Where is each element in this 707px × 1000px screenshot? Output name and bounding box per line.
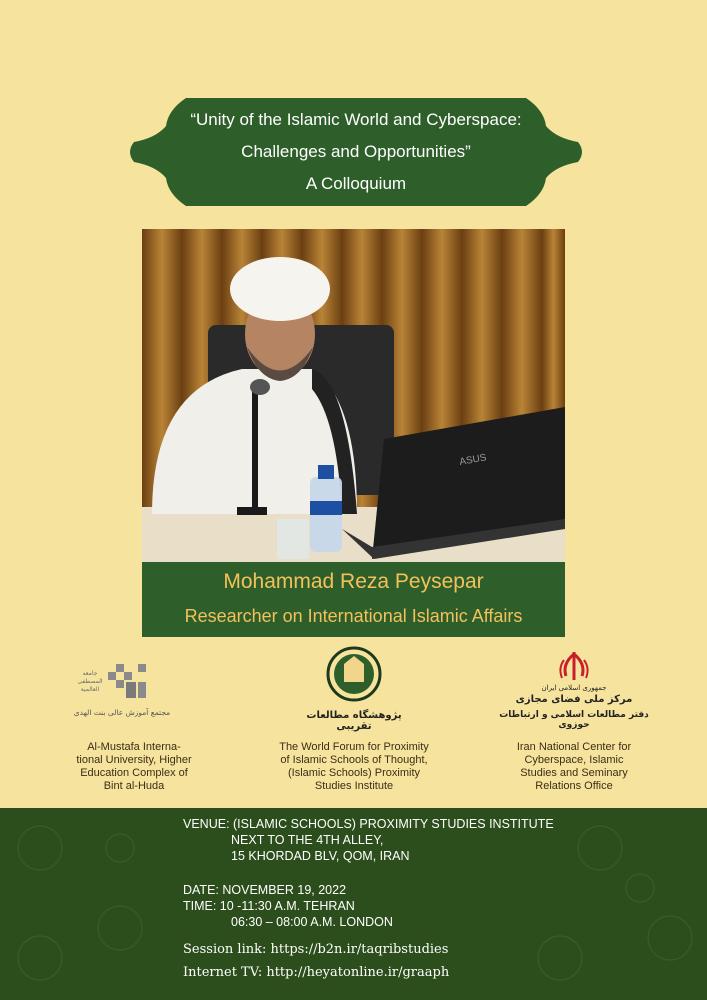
event-time-tehran: TIME: 10 -11:30 A.M. TEHRAN bbox=[183, 899, 355, 913]
org-name-proximity-institute bbox=[265, 741, 443, 793]
internet-tv-link[interactable]: Internet TV: http://heyatonline.ir/graaph bbox=[183, 965, 450, 980]
org-name-cyberspace-center bbox=[500, 741, 648, 793]
cyberspace-logo-line3: دفتر مطالعات اسلامی و ارتباطات حوزوی bbox=[499, 710, 649, 730]
session-link[interactable]: Session link: https://b2n.ir/taqribstudies bbox=[183, 942, 449, 957]
venue-info bbox=[183, 816, 554, 864]
org-name-al-mustafa bbox=[72, 741, 196, 793]
event-title bbox=[126, 104, 586, 200]
links-info bbox=[183, 938, 449, 984]
speaker-role: Researcher on International Islamic Affairs bbox=[184, 606, 523, 626]
org-name-line: The World Forum for Proximity bbox=[279, 741, 429, 753]
al-mustafa-logo-text: جامعه المصطفى العالمية bbox=[77, 670, 103, 693]
org-name-line: Studies and Seminary bbox=[520, 767, 628, 779]
title-line-1: “Unity of the Islamic World and Cyberspace: bbox=[190, 110, 522, 129]
speaker-photo bbox=[142, 229, 565, 562]
proximity-institute-logo bbox=[308, 646, 400, 736]
proximity-emblem-icon bbox=[308, 646, 400, 708]
org-name-line: Relations Office bbox=[535, 780, 613, 792]
org-name-line: tional University, Higher bbox=[76, 754, 192, 766]
cyberspace-center-logo bbox=[500, 650, 648, 730]
venue-line-3: 15 KHORDAD BLV, QOM, IRAN bbox=[231, 849, 410, 863]
iran-emblem-icon bbox=[500, 650, 648, 682]
org-name-line: (Islamic Schools) Proximity bbox=[287, 767, 421, 779]
event-time-london: 06:30 – 08:00 A.M. LONDON bbox=[231, 915, 393, 929]
proximity-logo-caption: پژوهشگاه مطالعات تقریبی bbox=[306, 710, 402, 732]
org-name-line: Bint al-Huda bbox=[103, 780, 165, 792]
date-time-info bbox=[183, 882, 393, 930]
org-name-line: Studies Institute bbox=[314, 780, 394, 792]
venue-line-2: NEXT TO THE 4TH ALLEY, bbox=[231, 833, 384, 847]
org-name-line: Iran National Center for bbox=[516, 741, 632, 753]
cyberspace-logo-line2: مرکز ملی فضای مجازی bbox=[515, 694, 633, 705]
org-name-line: of Islamic Schools of Thought, bbox=[280, 754, 428, 766]
title-line-2: Challenges and Opportunities” bbox=[241, 142, 471, 161]
speaker-banner bbox=[142, 562, 565, 637]
org-name-line: Cyberspace, Islamic bbox=[524, 754, 624, 766]
al-mustafa-logo-caption: مجتمع آموزش عالی بنت الهدی bbox=[73, 708, 171, 717]
laptop-brand: ASUS bbox=[458, 452, 488, 468]
org-name-line: Education Complex of bbox=[80, 767, 188, 779]
speaker-name: Mohammad Reza Peysepar bbox=[223, 570, 484, 593]
al-mustafa-logo bbox=[72, 660, 172, 726]
title-subtitle: A Colloquium bbox=[305, 174, 407, 193]
cyberspace-logo-line1: جمهوری اسلامی ایران bbox=[541, 684, 607, 692]
event-date: DATE: NOVEMBER 19, 2022 bbox=[183, 883, 347, 897]
venue-line-1: VENUE: (ISLAMIC SCHOOLS) PROXIMITY STUDIES INSTITUTE bbox=[183, 817, 554, 831]
org-name-line: Al-Mustafa Interna- bbox=[87, 741, 181, 753]
speaker-photo-illustration bbox=[142, 229, 565, 562]
